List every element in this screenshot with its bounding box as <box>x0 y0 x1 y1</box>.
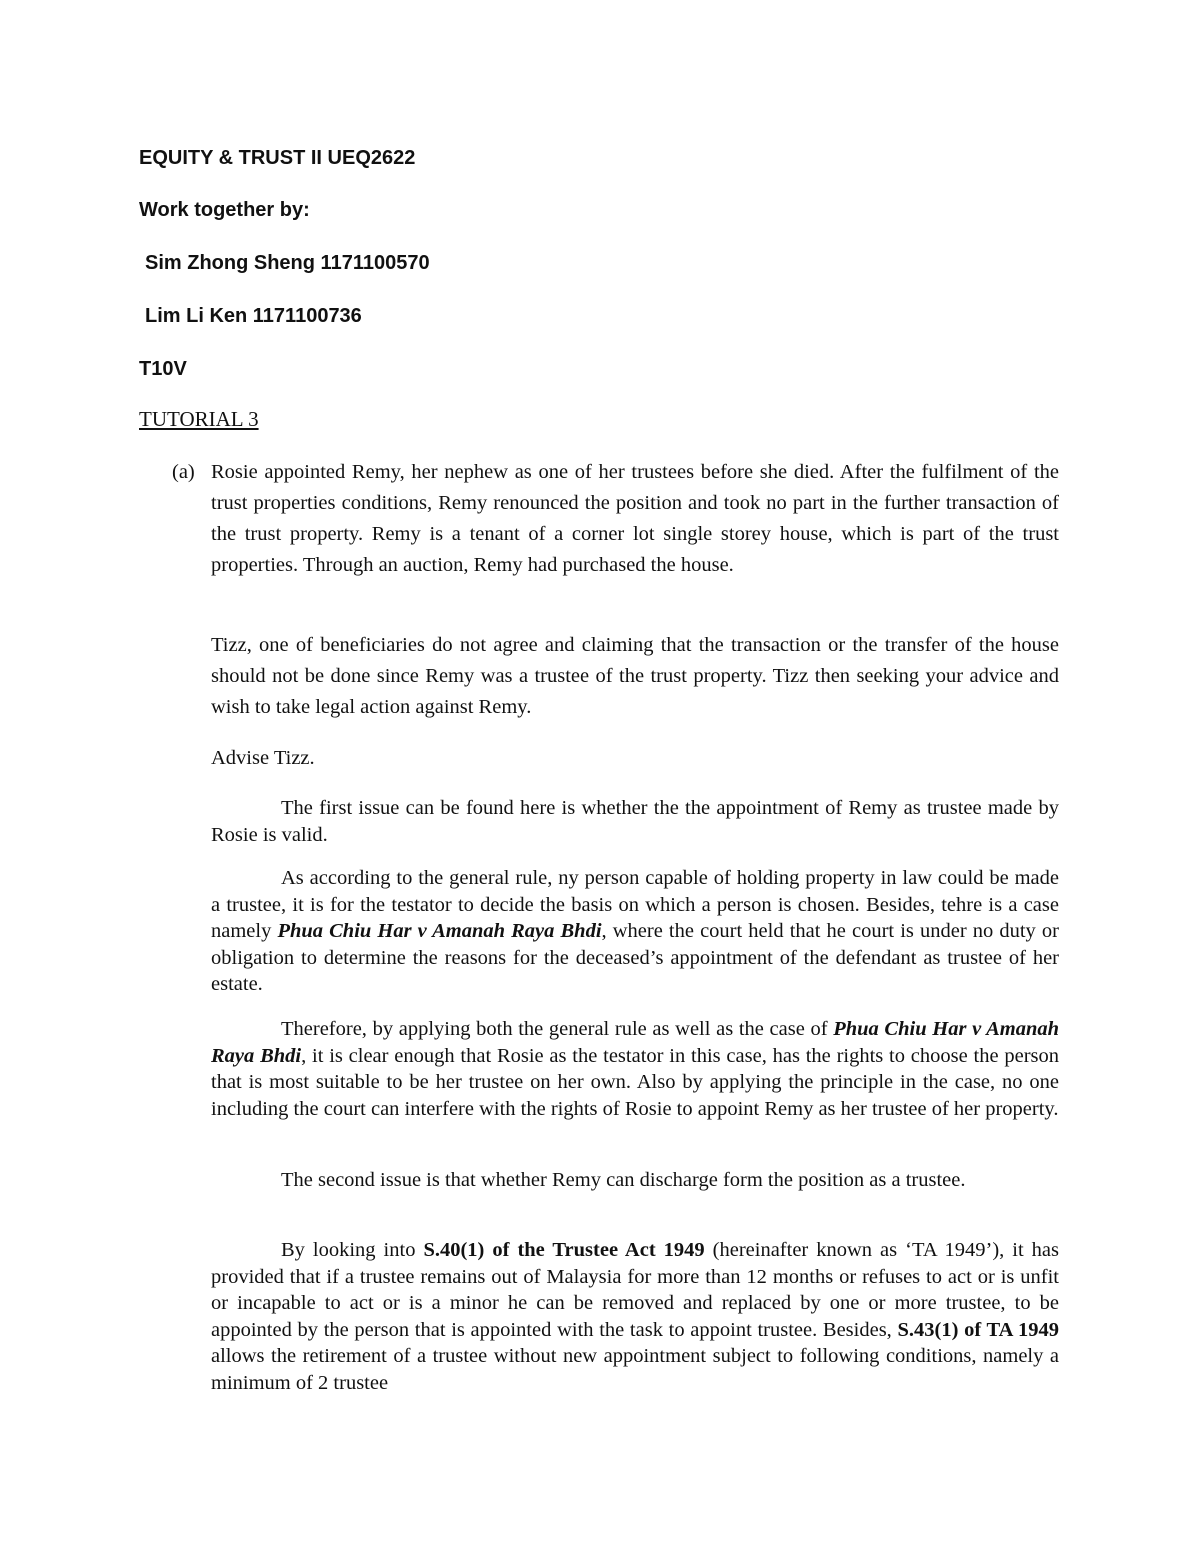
answer-paragraph-4: The second issue is that whether Remy can discharge form the position as a trustee. <box>281 1169 966 1191</box>
group-code: T10V <box>139 358 187 380</box>
statute-citation: S.40(1) of the Trustee Act 1949 <box>423 1239 705 1261</box>
course-title: EQUITY & TRUST II UEQ2622 <box>139 147 416 169</box>
answer-paragraph-5-text-c: allows the retirement of a trustee without new appointment subject to following conditions, namely a minimum of 2 trustee <box>211 1345 1059 1394</box>
answer-paragraph-3-text-b: , it is clear enough that Rosie as the testator in this case, has the rights to choose the person that is most suitable to be her trustee on her own. Also by applying the principle in the case, no one including the court can interfere with the rights of Rosie to appoint Remy as her trustee of her property. <box>211 1044 1059 1120</box>
answer-paragraph-5-text-a: By looking into <box>281 1239 424 1261</box>
work-together-label: Work together by: <box>139 199 310 221</box>
question-paragraph-1: Rosie appointed Remy, her nephew as one of her trustees before she died. After the fulfilment of the trust properties conditions, Remy renounced the position and took no part in the further transaction of the trust property. Remy is a tenant of a corner lot single storey house, which is part of the trust properties. Through an auction, Remy had purchased the house. <box>211 461 1059 576</box>
case-citation: Phua Chiu Har v Amanah Raya Bhdi <box>211 1018 1059 1067</box>
answer-paragraph-3-text-a: Therefore, by applying both the general rule as well as the case of <box>281 1018 834 1040</box>
answer-paragraph-1: The first issue can be found here is whether the the appointment of Remy as trustee made by Rosie is valid. <box>211 797 1059 846</box>
question-paragraph-2: Tizz, one of beneficiaries do not agree and claiming that the transaction or the transfer of the house should not be done since Remy was a trustee of the trust property. Tizz then seeking your advice and wish to take legal action against Remy. <box>211 634 1059 718</box>
question-instruction: Advise Tizz. <box>211 747 315 769</box>
answer-paragraph-2-text-a: As according to the general rule, ny person capable of holding property in law could be made a trustee, it is for the testator to decide the basis on which a person is chosen. Besides, tehre is a case namely <box>211 867 1059 942</box>
answer-paragraph-2 <box>211 865 1059 998</box>
tutorial-title: TUTORIAL 3 <box>139 407 259 431</box>
question-label: (a) <box>172 461 195 483</box>
case-citation: Phua Chiu Har v Amanah Raya Bhdi <box>277 920 602 942</box>
answer-paragraph-3 <box>211 1016 1059 1122</box>
member-2: Lim Li Ken 1171100736 <box>145 305 362 327</box>
member-1: Sim Zhong Sheng 1171100570 <box>145 252 430 274</box>
answer-paragraph-2-text-b: , where the court held that he court is under no duty or obligation to determine the reasons for the deceased’s appointment of the defendant as trustee of her estate. <box>211 920 1059 995</box>
statute-citation: S.43(1) of TA 1949 <box>897 1318 1059 1341</box>
answer-paragraph-5-text-b: (hereinafter known as ‘TA 1949’), it has provided that if a trustee remains out of Malaysia for more than 12 months or refuses to act or is unfit or incapable to act or is a minor he can be removed and replaced by one or more trustee, to be appointed by the person that is appointed with the task to appoint trustee. Besides, <box>211 1239 1059 1341</box>
answer-paragraph-5 <box>211 1237 1059 1396</box>
